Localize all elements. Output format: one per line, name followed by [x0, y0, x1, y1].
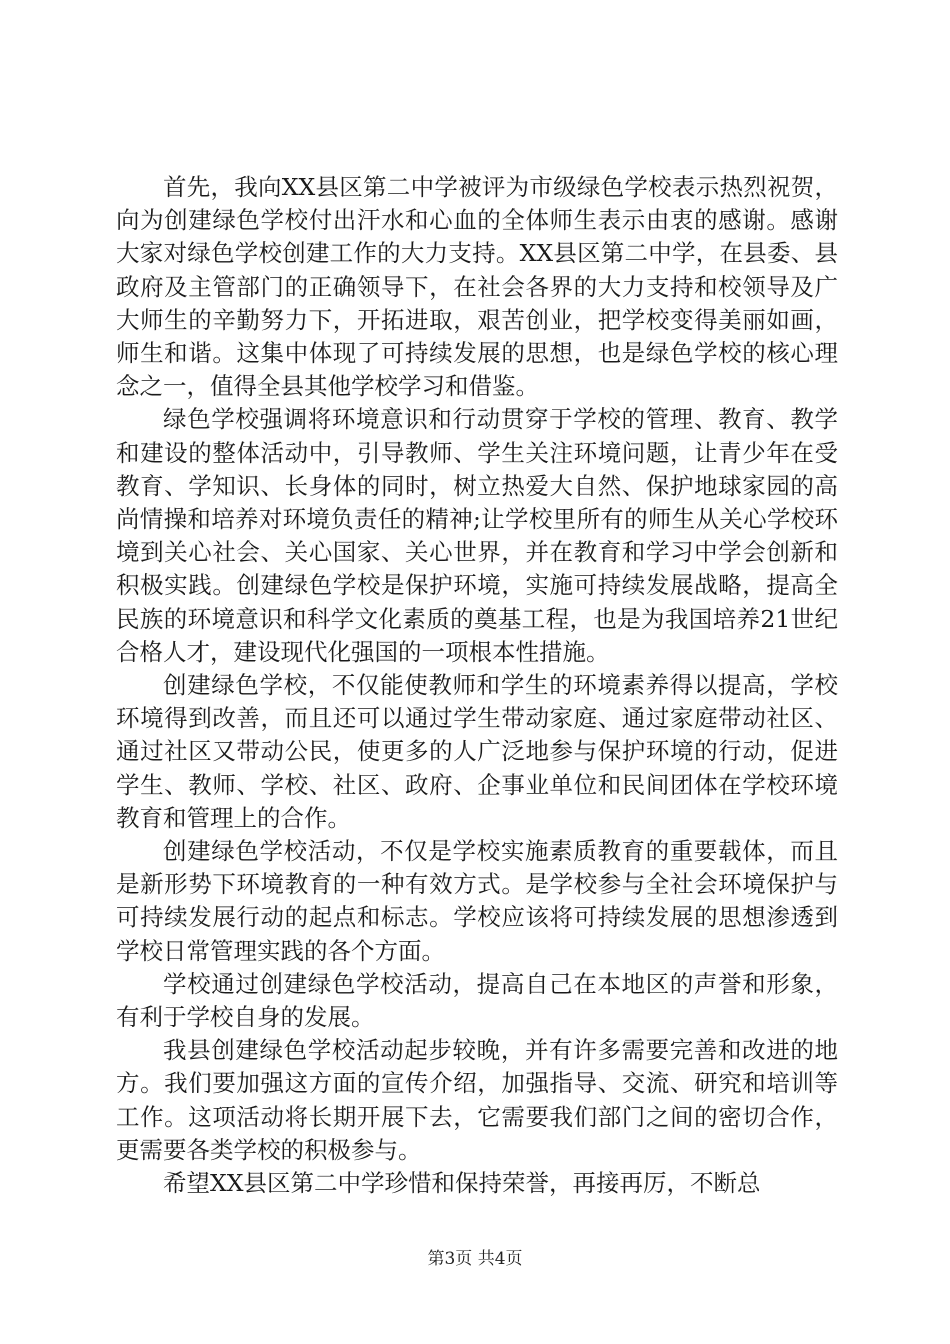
page-footer	[0, 1244, 950, 1269]
paragraph-6: 我县创建绿色学校活动起步较晚，并有许多需要完善和改进的地方。我们要加强这方面的宣传介绍，加强指导、交流、研究和培训等工作。这项活动将长期开展下去，它需要我们部门之间的密切合作，更需要各类学校的积极参与。	[116, 1036, 838, 1164]
paragraph-5: 学校通过创建绿色学校活动，提高自己在本地区的声誉和形象，有利于学校自身的发展。	[116, 969, 838, 1032]
page-number: 第3页 共4页	[427, 1249, 523, 1269]
document-body	[116, 171, 838, 1200]
paragraph-2: 绿色学校强调将环境意识和行动贯穿于学校的管理、教育、教学和建设的整体活动中，引导教师、学生关注环境问题，让青少年在受教育、学知识、长身体的同时，树立热爱大自然、保护地球家园的高尚情操和培养对环境负责任的精神;让学校里所有的师生从关心学校环境到关心社会、关心国家、关心世界，并在教育和学习中学会创新和积极实践。创建绿色学校是保护环境，实施可持续发展战略，提高全民族的环境意识和科学文化素质的奠基工程，也是为我国培养21世纪合格人才，建设现代化强国的一项根本性措施。	[116, 405, 838, 666]
paragraph-7: 希望XX县区第二中学珍惜和保持荣誉，再接再厉，不断总	[163, 1169, 761, 1198]
paragraph-1: 首先，我向XX县区第二中学被评为市级绿色学校表示热烈祝贺，向为创建绿色学校付出汗水和心血的全体师生表示由衷的感谢。感谢大家对绿色学校创建工作的大力支持。XX县区第二中学，在县委、县政府及主管部门的正确领导下，在社会各界的大力支持和校领导及广大师生的辛勤努力下，开拓进取，艰苦创业，把学校变得美丽如画，师生和谐。这集中体现了可持续发展的思想，也是绿色学校的核心理念之一，值得全县其他学校学习和借鉴。	[116, 173, 838, 401]
paragraph-4: 创建绿色学校活动，不仅是学校实施素质教育的重要载体，而且是新形势下环境教育的一种有效方式。是学校参与全社会环境保护与可持续发展行动的起点和标志。学校应该将可持续发展的思想渗透到学校日常管理实践的各个方面。	[116, 837, 838, 965]
paragraph-3: 创建绿色学校，不仅能使教师和学生的环境素养得以提高，学校环境得到改善，而且还可以通过学生带动家庭、通过家庭带动社区、通过社区又带动公民，使更多的人广泛地参与保护环境的行动，促进学生、教师、学校、社区、政府、企事业单位和民间团体在学校环境教育和管理上的合作。	[116, 671, 838, 832]
